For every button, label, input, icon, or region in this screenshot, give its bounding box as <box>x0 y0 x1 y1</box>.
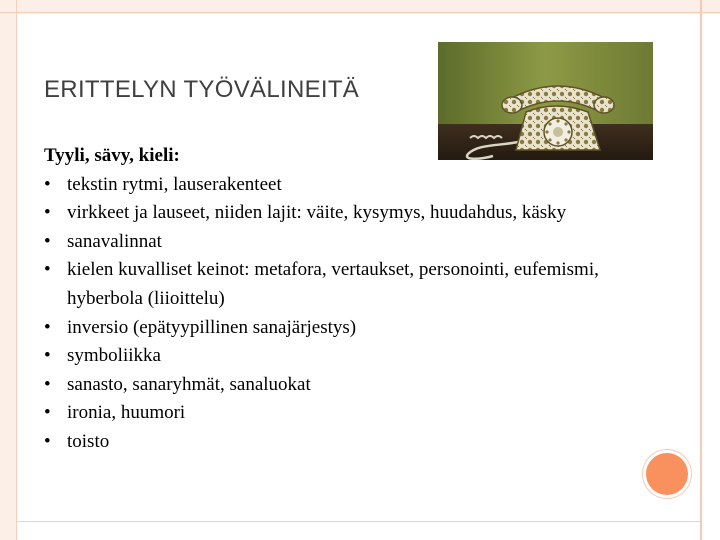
bullet-dot: • <box>44 259 51 281</box>
list-item <box>44 314 674 343</box>
bullet-dot: • <box>44 230 51 252</box>
list-item-text: ironia, huumori <box>67 402 186 424</box>
list-item-text: inversio (epätyypillinen sanajärjestys) <box>67 316 357 338</box>
slide-title: ERITTELYN TYÖVÄLINEITÄ <box>44 76 360 103</box>
list-item <box>44 228 674 257</box>
bullet-dot: • <box>44 430 51 452</box>
bullet-dot: • <box>44 202 51 224</box>
bullet-dot: • <box>44 402 51 424</box>
list-item-text: toisto <box>67 430 110 452</box>
list-item <box>44 171 674 200</box>
decorative-circle <box>643 450 691 498</box>
list-item <box>44 199 674 228</box>
frame-left-band <box>0 0 16 540</box>
list-item-text: kielen kuvalliset keinot: metafora, vertaukset, personointi, eufemismi, hyberbola (liioittelu) <box>67 259 599 309</box>
frame-bottom-line <box>16 521 702 522</box>
bullet-list <box>44 171 674 457</box>
list-item <box>44 428 674 457</box>
bullet-dot: • <box>44 173 51 195</box>
list-item-text: tekstin rytmi, lauserakenteet <box>67 173 282 195</box>
bullet-dot: • <box>44 373 51 395</box>
bullet-dot: • <box>44 345 51 367</box>
frame-top-line <box>0 12 720 13</box>
list-item-text: sanasto, sanaryhmät, sanaluokat <box>67 373 311 395</box>
list-item <box>44 399 674 428</box>
frame-left-line <box>16 0 17 540</box>
content-heading: Tyyli, sävy, kieli: <box>44 145 180 166</box>
list-item <box>44 256 674 313</box>
frame-right-line <box>700 0 702 540</box>
slide-content <box>44 142 674 457</box>
list-item <box>44 342 674 371</box>
bullet-dot: • <box>44 316 51 338</box>
list-item-text: virkkeet ja lauseet, niiden lajit: väite, kysymys, huudahdus, käsky <box>67 202 567 224</box>
list-item-text: sanavalinnat <box>67 230 162 252</box>
list-item-text: symboliikka <box>67 345 161 367</box>
list-item <box>44 371 674 400</box>
